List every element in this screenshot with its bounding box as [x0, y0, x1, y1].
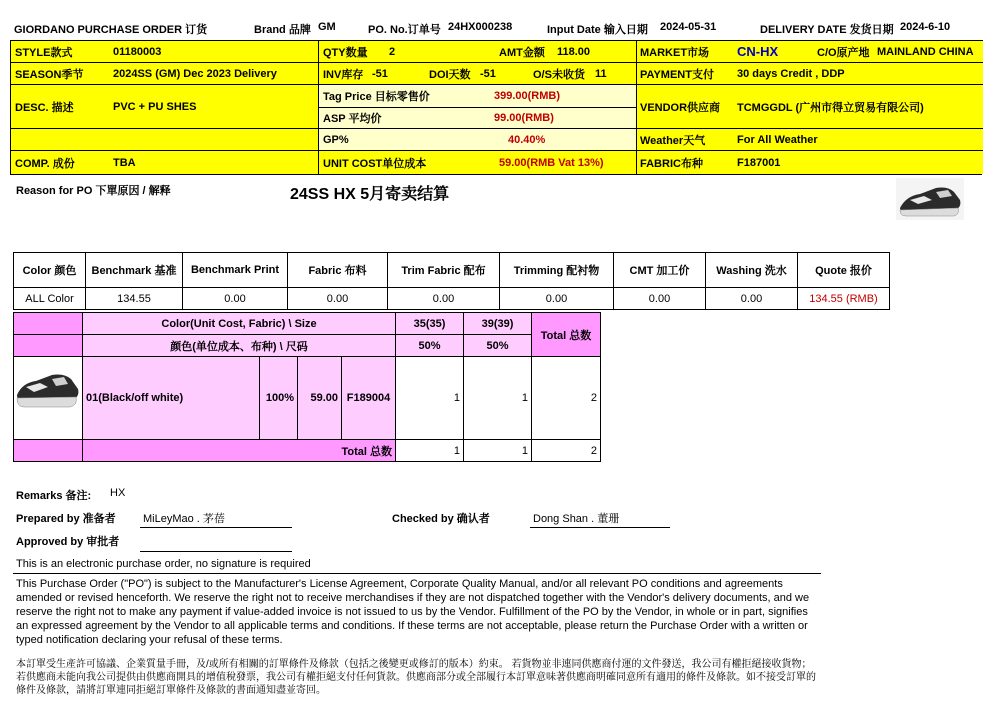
row-color: 01(Black/off white)	[83, 357, 260, 440]
size-label-2: 39(39)	[464, 313, 532, 335]
row-cost: 59.00	[298, 357, 342, 440]
season-label: SEASON季节	[15, 68, 84, 81]
checked-value: Dong Shan . 董珊	[533, 513, 620, 525]
po-title: GIORDANO PURCHASE ORDER 订货	[14, 24, 208, 36]
reason-title: 24SS HX 5月寄卖结算	[290, 186, 450, 203]
delivery-date-label: DELIVERY DATE 发货日期	[760, 24, 894, 36]
size-header-en: Color(Unit Cost, Fabric) \ Size	[83, 313, 396, 335]
fabric-label: FABRIC布种	[640, 157, 703, 170]
cost-header-cell: Fabric 布料	[288, 253, 388, 288]
row-qty-1: 1	[396, 357, 464, 440]
gp-block	[319, 129, 636, 151]
row-total: 2	[532, 357, 601, 440]
shoe-photo-icon	[896, 178, 964, 220]
cost-breakdown-table	[13, 252, 890, 310]
tag-price-label: Tag Price 目标零售价	[323, 91, 430, 103]
payment-label: PAYMENT支付	[640, 68, 714, 81]
payment-value: 30 days Credit , DDP	[737, 67, 845, 80]
row-pct: 100%	[260, 357, 298, 440]
unit-cost-label: UNIT COST单位成本	[323, 157, 427, 170]
cost-header-cell: Trimming 配衬物	[500, 253, 614, 288]
approved-label: Approved by 审批者	[16, 536, 120, 548]
qty-value: 2	[389, 45, 396, 58]
os-label: O/S未收货	[533, 68, 585, 81]
info-row-style	[11, 40, 983, 62]
product-image-cell	[14, 357, 83, 440]
po-number-label: PO. No.订单号	[368, 24, 441, 36]
desc-label: DESC. 描述	[15, 101, 74, 114]
quote-value-cell: 134.55 (RMB)	[798, 288, 890, 310]
footer-qty-2: 1	[464, 440, 532, 462]
cost-value-cell: 0.00	[500, 288, 614, 310]
inv-value: -51	[372, 67, 388, 80]
vendor-value: TCMGGDL (广州市得立贸易有限公司)	[737, 101, 924, 114]
price-block	[319, 85, 636, 129]
size-header-row-2	[14, 335, 601, 357]
style-label: STYLE款式	[15, 46, 73, 59]
input-date-label: Input Date 输入日期	[547, 24, 648, 36]
origin-value: MAINLAND CHINA	[877, 45, 974, 58]
info-row-gp	[11, 128, 983, 150]
footer-total: 2	[532, 440, 601, 462]
po-header	[0, 0, 990, 40]
comp-label: COMP. 成份	[15, 157, 75, 170]
terms-english: This Purchase Order ("PO") is subject to the Manufacturer's License Agreement, Corporate Quality Manual, and/or all relevant PO conditions and agreements amended or revised henceforth. We reserve the right not to receive merchandises if they are not dispatched together with the Vendor's delivery documents, and we reserve the right not to make any payment if value-added invoice is not issued to us by the Vendor. Fulfillment of the PO by the Vendor, in whole or in part, signifies an expressed agreement by the Vendor to all applicable terms and conditions. If these terms are not acceptable, please return the Purchase Order with a written or typed notification declaring your refusal of these terms.	[16, 578, 810, 646]
size-label-1: 35(35)	[396, 313, 464, 335]
vendor-label: VENDOR供应商	[640, 101, 721, 114]
total-corner-cell	[14, 440, 83, 462]
cost-header-cell: Washing 洗水	[706, 253, 798, 288]
total-header: Total 总数	[532, 313, 601, 357]
doi-label: DOI天数	[429, 68, 471, 81]
market-value: CN-HX	[737, 44, 779, 59]
table-row	[14, 357, 601, 440]
cost-header-cell: Trim Fabric 配布	[388, 253, 500, 288]
cost-value-cell: 0.00	[183, 288, 288, 310]
gp-value: 40.40%	[508, 134, 546, 146]
brand-label: Brand 品牌	[254, 24, 311, 36]
po-number-value: 24HX000238	[448, 21, 513, 33]
po-info-grid	[10, 40, 982, 175]
gp-label: GP%	[323, 134, 349, 146]
prepared-value: MiLeyMao . 茅蓓	[143, 513, 225, 525]
weather-label: Weather天气	[640, 134, 706, 147]
info-row-season	[11, 62, 983, 84]
row-fabric: F189004	[342, 357, 396, 440]
remarks-label: Remarks 备注:	[16, 490, 92, 502]
comp-value: TBA	[113, 156, 136, 169]
origin-label: C/O原产地	[817, 46, 870, 59]
os-value: 11	[595, 67, 607, 80]
style-value: 01180003	[113, 45, 162, 58]
size-quantity-table	[13, 312, 601, 462]
asp-value: 99.00(RMB)	[494, 112, 554, 124]
size-header-row-1	[14, 313, 601, 335]
footer-total-label: Total 总数	[83, 440, 396, 462]
cost-value-cell: 134.55	[86, 288, 183, 310]
row-qty-2: 1	[464, 357, 532, 440]
qty-label: QTY数量	[323, 46, 368, 59]
info-row-desc	[11, 84, 983, 128]
weather-value: For All Weather	[737, 133, 818, 146]
prepared-label: Prepared by 准备者	[16, 513, 116, 525]
size-header-cn: 颜色(单位成本、布种) \ 尺码	[83, 335, 396, 357]
delivery-date-value: 2024-6-10	[900, 21, 951, 33]
input-date-value: 2024-05-31	[660, 21, 717, 33]
shoe-image-icon	[14, 367, 82, 427]
cost-value-cell: 0.00	[614, 288, 706, 310]
fabric-value: F187001	[737, 156, 781, 169]
asp-label: ASP 平均价	[323, 113, 382, 125]
size-corner-cell-2	[14, 335, 83, 357]
doi-value: -51	[480, 67, 496, 80]
cost-header-cell: Benchmark 基准	[86, 253, 183, 288]
electronic-note: This is an electronic purchase order, no signature is required	[16, 558, 311, 570]
market-label: MARKET市场	[640, 46, 710, 59]
cost-value-cell: 0.00	[288, 288, 388, 310]
cost-header-cell: CMT 加工价	[614, 253, 706, 288]
amt-value: 118.00	[557, 45, 591, 58]
footer-qty-1: 1	[396, 440, 464, 462]
terms-chinese: 本訂單受生產許可協議、企業質量手冊，及/或所有相關的訂單條件及條款（包括之後變更或修訂的版本）約束。 若貨物並非連同供應商付運的文件發送，我公司有權拒絕接收貨物；若供應商未能向我公司提供由供應商開具的增值稅發票，我公司有權拒絕支付任何貨款。供應商部分或全部履行本訂單意味著供應商明確同意所有適用的條件及條款。如不接受訂單的條件及條款，請將訂單連同拒絕訂單條件及條款的書面通知盡並寄回。	[16, 659, 816, 696]
size-ratio-1: 50%	[396, 335, 464, 357]
cost-header-cell: Quote 报价	[798, 253, 890, 288]
size-corner-cell	[14, 313, 83, 335]
cost-header-row	[14, 253, 890, 288]
remarks-value: HX	[110, 487, 126, 499]
desc-value: PVC + PU SHES	[113, 100, 197, 113]
tag-price-value: 399.00(RMB)	[494, 90, 561, 102]
cost-value-cell: 0.00	[388, 288, 500, 310]
size-total-row	[14, 440, 601, 462]
cost-header-cell: Benchmark Print	[183, 253, 288, 288]
unit-cost-value: 59.00(RMB Vat 13%)	[499, 156, 604, 169]
size-ratio-2: 50%	[464, 335, 532, 357]
brand-value: GM	[318, 21, 336, 33]
checked-label: Checked by 确认者	[392, 513, 490, 525]
inv-label: INV库存	[323, 68, 364, 81]
amt-label: AMT金额	[499, 46, 545, 59]
season-value: 2024SS (GM) Dec 2023 Delivery	[113, 67, 277, 80]
cost-header-cell: Color 颜色	[14, 253, 86, 288]
info-row-comp	[11, 150, 983, 174]
cost-value-cell: 0.00	[706, 288, 798, 310]
cost-value-row	[14, 288, 890, 310]
cost-value-cell: ALL Color	[14, 288, 86, 310]
reason-label: Reason for PO 下單原因 / 解释	[16, 185, 171, 197]
